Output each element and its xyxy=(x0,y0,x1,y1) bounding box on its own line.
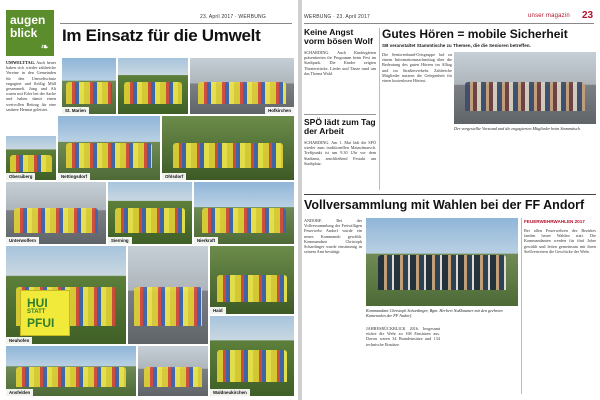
photo-caption: St. Marien xyxy=(62,107,89,114)
photo-cleanup-5 xyxy=(58,116,160,180)
volunteers-group xyxy=(66,143,152,169)
section-divider xyxy=(304,194,596,195)
volunteers-group xyxy=(14,208,98,233)
volunteers-group xyxy=(173,143,284,169)
story-wolf-text: SCHARDING. Auch Kindergärten präsentierten ihr Programm beim Fest im Stadtpark. Die Kinder zeigten Theaterstücke, Lieder und Tänze rund um das Thema Wald. xyxy=(304,50,376,76)
volunteers-group xyxy=(124,82,183,104)
photo-caption: Waldneukirchen xyxy=(210,389,250,396)
photo-senior-caption: Der vorgestellte Vorstand und die engagierten Mitglieder beim Stammtisch. xyxy=(454,126,581,131)
story-hearing-title: Gutes Hören = mobile Sicherheit xyxy=(382,27,568,41)
sign-line3: PFUI xyxy=(27,316,55,330)
header-rule xyxy=(60,23,292,24)
volunteers-group xyxy=(202,208,286,233)
story-ff-text-a: ANDORF. Bei der Vollversammlung der Freiwilligen Feuerwehr Andorf wurde ein neues Kommando gewählt. Kommandant Christoph Schardinger wurde einstimmig in seinem Amt bestätigt. xyxy=(304,218,362,255)
story-hearing-text-cont xyxy=(454,138,522,190)
volunteers-group xyxy=(66,82,111,104)
column-divider xyxy=(521,218,522,394)
photo-caption: Unterwolfern xyxy=(6,237,39,244)
volunteers-group xyxy=(198,82,285,104)
photo-caption: Neuhofen xyxy=(6,337,32,344)
photo-caption: Ohlsdorf xyxy=(162,173,186,180)
photo-caption: Ansfelden xyxy=(6,389,33,396)
story-spoe-text: SCHARDING. Am 1. Mai lädt die SPÖ wieder zum traditionellen Maiaufmarsch. Treffpunkt ist um 9.30 Uhr vor dem Stadtamt, anschließend Festakt am Stadtplatz. xyxy=(304,140,376,166)
photo-cleanup-13 xyxy=(6,346,136,396)
photo-fire-caption: Kommandant Christoph Schardinger, Bgm. Herbert Nußbaumer mit den geehrten Kameraden der FF Andorf. xyxy=(366,308,503,318)
story-ff-text-c xyxy=(444,326,518,394)
intro-body: Auch heuer haben sich wieder zahlreiche Vereine in den Gemeinden für den Umweltschutz engagiert und fleißig Müll gesammelt. Jung und Alt waren mit Eifer bei der Sache und haben damit einen wertvollen Beitrag für eine saubere Heimat geleistet. xyxy=(6,60,56,112)
photo-cleanup-14 xyxy=(138,346,208,396)
hui-statt-pfui-sign xyxy=(20,290,70,336)
story-hearing-text: Die Seniorenbund-Ortsgruppe lud zu einem Informationsnachmittag über die Bedeutung des guten Hörens im Alltag und im Straßenverkehr. Zahlreiche Mitglieder nutzten die Gelegenheit für einen kostenlosen Hörtest. xyxy=(382,52,452,84)
story-ff-text-b: JAHRESRÜCKBLICK 2016. Insgesamt rückte die Wehr zu 168 Einsätzen aus. Davon waren 34 Brandeinsätze und 134 technische Einsätze. xyxy=(366,326,440,347)
intro-text xyxy=(6,60,56,134)
story-ff-title: Vollversammlung mit Wahlen bei der FF Andorf xyxy=(304,198,585,212)
photo-cleanup-9 xyxy=(194,182,294,244)
photo-cleanup-8 xyxy=(108,182,192,244)
photo-caption: Oberaiberg xyxy=(6,173,35,180)
left-page-header: 23. April 2017 · WERBUNG xyxy=(200,14,266,20)
story-hearing-subtitle: SB veranstaltet Stammtische zu Themen, die die Senioren betreffen. xyxy=(382,43,531,48)
augenblick-logo xyxy=(6,10,54,56)
volunteers-group xyxy=(217,275,288,302)
leaf-icon: ❧ xyxy=(40,42,49,53)
sidebar-title: FEUERWEHRWAHLEN 2017 xyxy=(524,219,585,224)
story-wolf-title: Keine Angst vorm bösen Wolf xyxy=(304,27,373,46)
photo-cleanup-2 xyxy=(118,58,188,114)
story-hearing-text-cont-2 xyxy=(526,138,596,190)
photo-caption: Sierning xyxy=(108,237,132,244)
photo-fire-brigade xyxy=(366,218,518,306)
intro-lead: UMWELTTAG. xyxy=(6,60,35,65)
photo-cleanup-7 xyxy=(6,182,106,244)
photo-senior-group xyxy=(454,52,596,124)
section-label: unser magazin xyxy=(528,13,570,19)
logo-text-line2: blick xyxy=(10,26,38,40)
photo-caption: Nierkraft xyxy=(194,237,218,244)
right-page-header: WERBUNG · 23. April 2017 xyxy=(304,14,370,20)
sidebar-text: Bei allen Feuerwehren des Bezirkes fanden heuer Wahlen statt. Die Kommandanten werden für fünf Jahre gewählt und leiten gemeinsam mit ihren Stellvertretern die Geschicke der Wehr. xyxy=(524,228,596,254)
photo-caption: Hofkirchen xyxy=(265,107,294,114)
left-page xyxy=(0,0,298,400)
column-divider xyxy=(379,28,380,190)
page-number: 23 xyxy=(582,10,594,21)
volunteers-group xyxy=(217,350,288,382)
sign-line1: HUI xyxy=(27,296,48,310)
volunteers-group xyxy=(16,367,125,387)
seniors-group xyxy=(465,82,584,111)
photo-cleanup-11 xyxy=(128,246,208,344)
photo-cleanup-4 xyxy=(6,136,56,180)
right-page xyxy=(302,0,600,400)
photo-cleanup-3 xyxy=(190,58,294,114)
page-headline: Im Einsatz für die Umwelt xyxy=(62,26,261,45)
photo-caption: Haid xyxy=(210,307,226,314)
volunteers-group xyxy=(144,367,203,387)
sign-line2: STATT xyxy=(27,309,46,315)
header-rule xyxy=(304,23,594,24)
photo-cleanup-12 xyxy=(210,246,294,314)
photo-cleanup-15 xyxy=(210,316,294,396)
photo-caption: Nettingsdorf xyxy=(58,173,90,180)
logo-text-line1: augen xyxy=(10,13,46,27)
story-divider xyxy=(304,114,376,115)
volunteers-group xyxy=(134,287,201,326)
photo-cleanup-6 xyxy=(162,116,294,180)
volunteers-group xyxy=(10,155,52,173)
firefighters-group xyxy=(378,255,506,290)
volunteers-group xyxy=(115,208,186,233)
story-spoe-title: SPÖ lädt zum Tag der Arbeit xyxy=(304,117,376,136)
photo-cleanup-1 xyxy=(62,58,116,114)
